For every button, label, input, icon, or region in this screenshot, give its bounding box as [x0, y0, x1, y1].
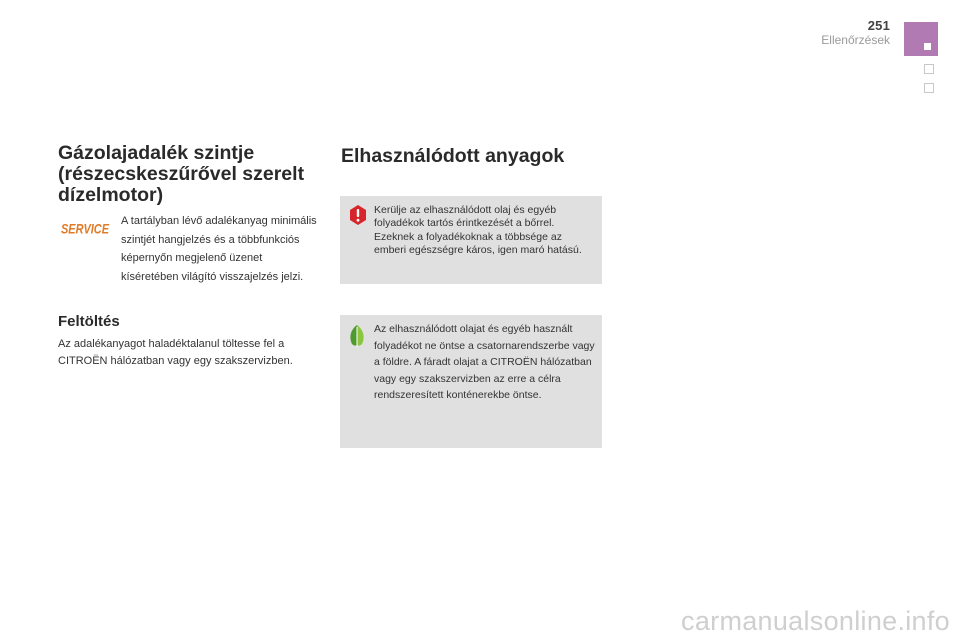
leaf-icon — [348, 324, 366, 348]
warning-note — [340, 196, 602, 284]
refill-text: Az adalékanyagot haladéktalanul töltesse fel a CITROËN hálózatban vagy egy szakszervizben. — [58, 338, 293, 367]
refill-heading: Feltöltés — [58, 313, 120, 330]
eco-note — [340, 315, 602, 448]
additive-level-heading: Gázolajadalék szintje (részecskeszűrővel szerelt dízelmotor) — [58, 142, 305, 206]
svg-text:SERVICE: SERVICE — [61, 220, 110, 237]
service-icon — [60, 219, 110, 237]
service-warning-description: A tartályban lévő adalékanyag minimális szintjét hangjelzés és a többfunkciós képernyőn megjelenő üzenet kíséretében világító visszajelzés jelzi. — [121, 215, 317, 283]
section-title: Ellenőrzések — [821, 33, 890, 47]
tab-marker — [924, 43, 931, 50]
section-tab-active[interactable] — [904, 22, 938, 56]
eco-note-text: Az elhasználódott olajat és egyéb használt folyadékot ne öntse a csatornarendszerbe vagy a földre. A fáradt olajat a CITROËN hálózatban vagy egy szakszervizben az erre a célra rendszeresített konténerekbe öntse. — [374, 323, 595, 402]
section-tab[interactable] — [924, 83, 934, 93]
watermark: carmanualsonline.info — [681, 606, 950, 636]
warning-note-text: Kerülje az elhasználódott olaj és egyéb folyadékok tartós érintkezését a bőrrel. Ezeknek a folyadékoknak a többsége az emberi egészségre káros, igen maró hatású. — [374, 204, 582, 257]
waste-materials-heading: Elhasználódott anyagok — [341, 145, 565, 167]
warning-icon — [348, 204, 368, 226]
section-tab[interactable] — [924, 64, 934, 74]
page-number: 251 — [867, 18, 890, 33]
